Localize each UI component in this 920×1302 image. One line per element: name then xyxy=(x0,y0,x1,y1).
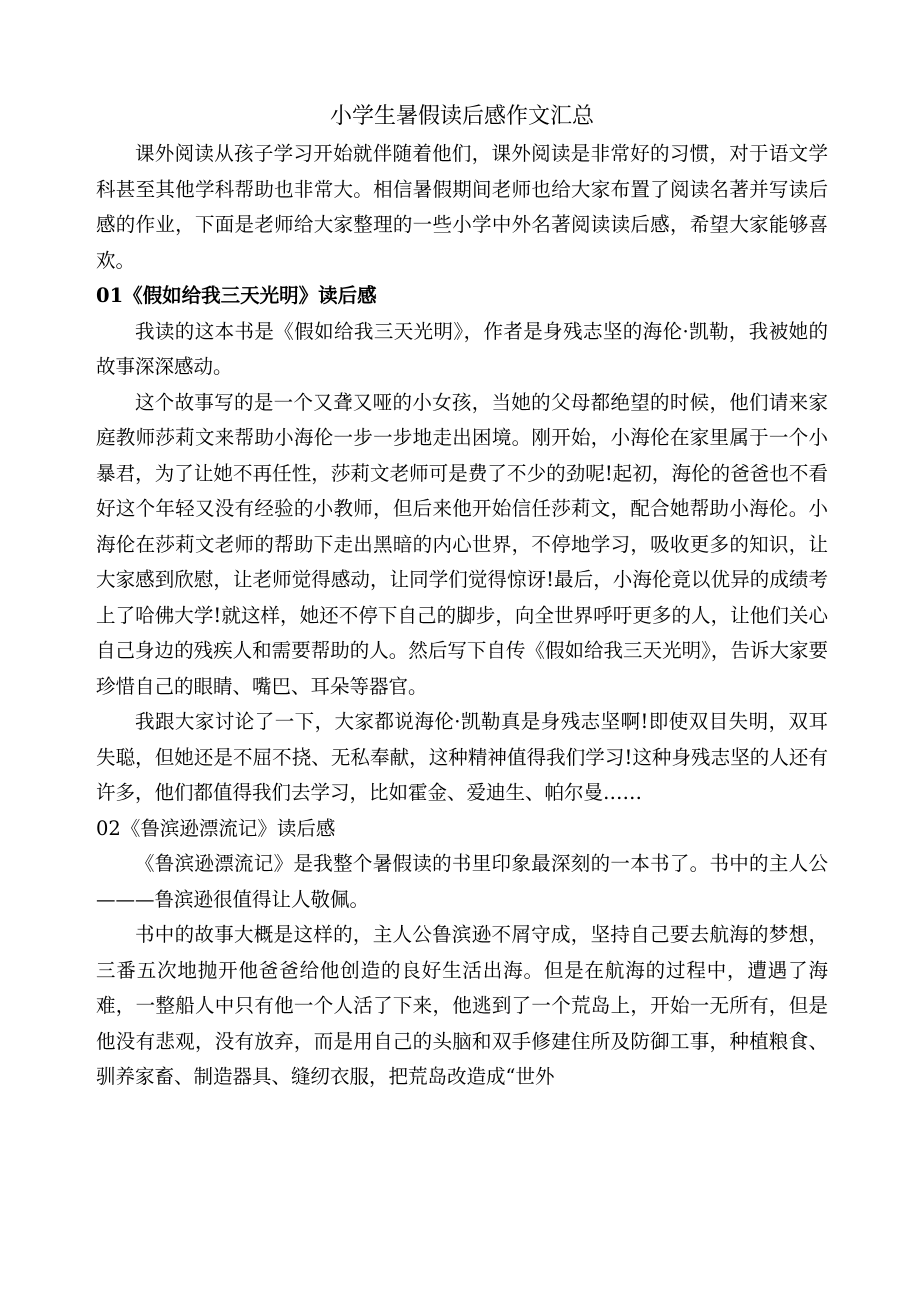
section-1-heading: 01《假如给我三天光明》读后感 xyxy=(96,284,377,307)
section-2-paragraph: 书中的故事大概是这样的，主人公鲁滨逊不屑守成，坚持自己要去航海的梦想，三番五次地抛开他爸爸给他创造的良好生活出海。但是在航海的过程中，遭遇了海难，一整船人中只有他一个人活了下来，他逃到了一个荒岛上，开始一无所有，但是他没有悲观，没有放弃，而是用自己的头脑和双手修建住所及防御工事，种植粮食、驯养家畜、制造器具、缝纫衣服，把荒岛改造成“世外 xyxy=(96,923,828,1088)
intro-paragraph: 课外阅读从孩子学习开始就伴随着他们，课外阅读是非常好的习惯，对于语文学科甚至其他学科帮助也非常大。相信暑假期间老师也给大家布置了阅读名著并写读后感的作业，下面是老师给大家整理的一些小学中外名著阅读读后感，希望大家能够喜欢。 xyxy=(96,142,828,272)
section-1-paragraph: 这个故事写的是一个又聋又哑的小女孩，当她的父母都绝望的时候，他们请来家庭教师莎莉文来帮助小海伦一步一步地走出困境。刚开始，小海伦在家里属于一个小暴君，为了让她不再任性，莎莉文老师可是费了不少的劲呢!起初，海伦的爸爸也不看好这个年轻又没有经验的小教师，但后来他开始信任莎莉文，配合她帮助小海伦。小海伦在莎莉文老师的帮助下走出黑暗的内心世界，不停地学习，吸收更多的知识，让大家感到欣慰，让老师觉得感动，让同学们觉得惊讶!最后，小海伦竟以优异的成绩考上了哈佛大学!就这样，她还不停下自己的脚步，向全世界呼吁更多的人，让他们关心自己身边的残疾人和需要帮助的人。然后写下自传《假如给我三天光明》，告诉大家要珍惜自己的眼睛、嘴巴、耳朵等器官。 xyxy=(96,390,828,698)
page-title: 小学生暑假读后感作文汇总 xyxy=(329,104,594,129)
section-1-paragraph: 我跟大家讨论了一下，大家都说海伦·凯勒真是身残志坚啊!即使双目失明，双耳失聪，但她还是不屈不挠、无私奉献，这种精神值得我们学习!这种身残志坚的人还有许多，他们都值得我们去学习，比如霍金、爱迪生、帕尔曼…… xyxy=(96,710,828,804)
section-1-paragraph: 我读的这本书是《假如给我三天光明》，作者是身残志坚的海伦·凯勒，我被她的故事深深感动。 xyxy=(96,319,828,378)
section-2-heading: 02《鲁滨逊漂流记》读后感 xyxy=(96,816,336,840)
document-page xyxy=(96,98,828,1095)
section-2-paragraph: 《鲁滨逊漂流记》是我整个暑假读的书里印象最深刻的一本书了。书中的主人公———鲁滨逊很值得让人敬佩。 xyxy=(96,852,828,911)
